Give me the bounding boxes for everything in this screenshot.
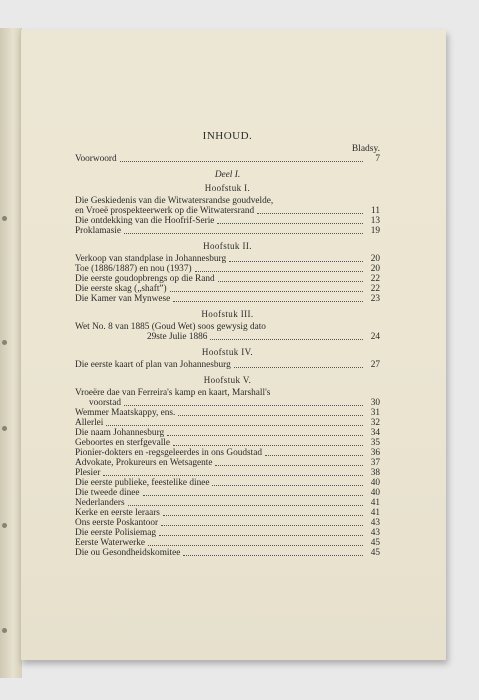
- entry-page: 11: [371, 206, 380, 216]
- entry-title: Ons eerste Poskantoor: [75, 518, 159, 528]
- dot-leader: [173, 300, 363, 302]
- toc-entry: [75, 216, 380, 226]
- entry-page: 30: [370, 398, 380, 408]
- entry-title-line-1: Die Geskiedenis van die Witwatersrandse goudvelde,: [75, 196, 274, 206]
- entry-title-line-2-row: [75, 332, 380, 342]
- toc-entry: [75, 294, 380, 304]
- toc-entry: [75, 284, 380, 294]
- part-heading: Deel I.: [214, 170, 241, 180]
- table-of-contents: [75, 130, 380, 558]
- toc-entry: [75, 468, 380, 478]
- chapter-heading: Hoofstuk III.: [201, 309, 254, 319]
- toc-entry: [75, 388, 380, 408]
- entry-page: 24: [370, 332, 380, 342]
- entry-title: Die eerste publieke, feestelike dinee: [75, 478, 210, 488]
- toc-entry: [75, 226, 380, 236]
- binding-hole: [2, 523, 7, 528]
- binding-hole: [2, 426, 7, 431]
- binding-hole: [2, 628, 7, 633]
- entry-title: Voorwoord: [75, 154, 117, 164]
- toc-entry: [75, 548, 380, 558]
- binding-hole: [2, 340, 7, 345]
- toc-entry: [75, 196, 380, 216]
- dot-leader: [159, 534, 363, 536]
- dot-leader: [143, 494, 363, 496]
- dot-leader: [217, 222, 363, 224]
- entry-page: 41: [370, 508, 380, 518]
- entry-title: Die tweede dinee: [75, 488, 140, 498]
- page-title: INHOUD.: [202, 130, 253, 142]
- entry-title: Geboortes en sterfgevalle: [75, 438, 170, 448]
- toc-entry: [75, 438, 380, 448]
- toc-entry: [75, 322, 380, 342]
- toc-entry: [75, 360, 380, 370]
- entry-page: 40: [370, 488, 380, 498]
- entry-title: Pionier-dokters en -regsgeleerdes in ons Goudstad: [75, 448, 262, 458]
- dot-leader: [210, 338, 363, 340]
- entry-page: 43: [370, 528, 380, 538]
- dot-leader: [212, 484, 363, 486]
- entry-page: 19: [370, 226, 380, 236]
- page-column-label: Bladsy.: [351, 144, 380, 154]
- entry-title: Proklamasie: [75, 226, 121, 236]
- toc-entry: [75, 498, 380, 508]
- toc-entry: [75, 264, 380, 274]
- toc-entry: [75, 508, 380, 518]
- entry-page: 13: [370, 216, 380, 226]
- dot-leader: [128, 504, 363, 506]
- entry-title-line-2: 29ste Julie 1886: [147, 332, 208, 342]
- entry-page: 22: [370, 274, 380, 284]
- dot-leader: [229, 260, 363, 262]
- entry-page: 41: [370, 498, 380, 508]
- entry-title: Die Kamer van Mynwese: [75, 294, 171, 304]
- entry-title-line-2-row: [75, 398, 380, 408]
- entry-page: 34: [370, 428, 380, 438]
- dot-leader: [124, 232, 363, 234]
- dot-leader: [106, 424, 363, 426]
- dot-leader: [215, 464, 363, 466]
- dot-leader: [218, 280, 363, 282]
- entry-title: Advokate, Prokureurs en Wetsagente: [75, 458, 213, 468]
- entry-title-line-2: en Vroeë prospekteerwerk op die Witwatersrand: [75, 206, 255, 216]
- dot-leader: [173, 444, 363, 446]
- entry-title: Die ontdekking van die Hoofrif-Serie: [75, 216, 215, 226]
- entry-title-line-1: Wet No. 8 van 1885 (Goud Wet) soos gewysig dato: [75, 322, 266, 332]
- entry-title: Toe (1886/1887) en nou (1937): [75, 264, 192, 274]
- entry-title: Die eerste kaart of plan van Johannesburg: [75, 360, 231, 370]
- dot-leader: [178, 414, 363, 416]
- entry-title-line-2: voorstad: [89, 398, 122, 408]
- entry-page: 31: [370, 408, 380, 418]
- entry-title: Wemmer Maatskappy, ens.: [75, 408, 176, 418]
- chapter-heading: Hoofstuk IV.: [201, 347, 254, 357]
- entry-title: Allerlei: [75, 418, 104, 428]
- dot-leader: [167, 434, 363, 436]
- entry-page: 23: [370, 294, 380, 304]
- dot-leader: [163, 514, 363, 516]
- entry-page: 43: [370, 518, 380, 528]
- toc-entry: [75, 458, 380, 468]
- dot-leader: [103, 474, 363, 476]
- toc-entry: [75, 418, 380, 428]
- facing-page-edge: [0, 28, 22, 678]
- toc-entry: [75, 274, 380, 284]
- entry-title-line-2-row: [75, 206, 380, 216]
- toc-entry: [75, 538, 380, 548]
- toc-entry: [75, 428, 380, 438]
- chapter-heading: Hoofstuk I.: [204, 183, 251, 193]
- entry-page: 32: [370, 418, 380, 428]
- binding-hole: [2, 216, 7, 221]
- entry-page: 45: [370, 538, 380, 548]
- toc-entry: [75, 448, 380, 458]
- toc-entry: [75, 518, 380, 528]
- entry-title: Kerke en eerste leraars: [75, 508, 160, 518]
- dot-leader: [257, 212, 363, 214]
- toc-entry: [75, 478, 380, 488]
- toc-entry: [75, 254, 380, 264]
- dot-leader: [170, 290, 363, 292]
- dot-leader: [183, 554, 363, 556]
- entry-page: 40: [370, 478, 380, 488]
- entry-title: Verkoop van standplase in Johannesburg: [75, 254, 227, 264]
- entry-page: 22: [370, 284, 380, 294]
- toc-entry: [75, 528, 380, 538]
- entry-page: 38: [370, 468, 380, 478]
- entry-title: Nederlanders: [75, 498, 125, 508]
- entry-title: Die ou Gesondheidskomitee: [75, 548, 181, 558]
- entry-page: 37: [370, 458, 380, 468]
- entry-page: 36: [370, 448, 380, 458]
- dot-leader: [124, 404, 363, 406]
- entry-title: Die eerste goudopbrengs op die Rand: [75, 274, 215, 284]
- entry-title: Die eerste Polisiemag: [75, 528, 157, 538]
- chapter-heading: Hoofstuk II.: [203, 241, 252, 251]
- dot-leader: [161, 524, 363, 526]
- dot-leader: [195, 270, 363, 272]
- dot-leader: [120, 160, 363, 162]
- entry-page: 20: [370, 264, 380, 274]
- toc-entry: [75, 488, 380, 498]
- chapter-heading: Hoofstuk V.: [203, 375, 252, 385]
- entry-title: Eerste Waterwerke: [75, 538, 146, 548]
- entry-page: 7: [375, 154, 380, 164]
- entry-page: 45: [370, 548, 380, 558]
- toc-entry: [75, 408, 380, 418]
- entry-page: 35: [370, 438, 380, 448]
- dot-leader: [234, 366, 363, 368]
- dot-leader: [265, 454, 363, 456]
- entry-title-line-1: Vroeëre dae van Ferreira's kamp en kaart, Marshall's: [75, 388, 271, 398]
- toc-entry-voorwoord: [75, 154, 380, 164]
- entry-page: 27: [370, 360, 380, 370]
- entry-title: Die naam Johannesburg: [75, 428, 165, 438]
- entry-title: Plesier: [75, 468, 101, 478]
- dot-leader: [148, 544, 363, 546]
- entry-title: Die eerste skag („shaft”): [75, 284, 167, 294]
- chapters-list: [75, 183, 380, 558]
- entry-page: 20: [370, 254, 380, 264]
